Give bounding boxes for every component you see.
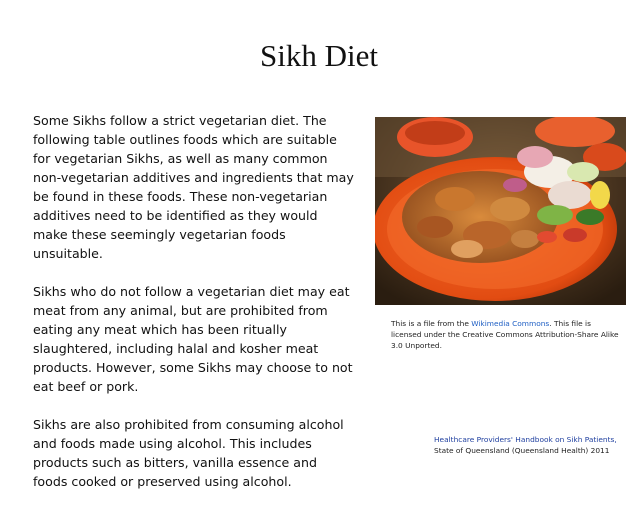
source-citation <box>434 434 634 456</box>
paragraph-meat: Sikhs who do not follow a vegetarian diet may eat meat from any animal, but are prohibited from eating any meat which has been ritually slaughtered, including halal and kosher meat products. However, some Sikhs may choose to not eat beef or pork. <box>33 284 353 394</box>
license-text-after: . This file is licensed under the Creative Commons Attribution-Share Alike 3.0 Unported. <box>391 319 619 350</box>
handbook-link[interactable]: Healthcare Providers' Handbook on Sikh Patients, <box>434 435 617 444</box>
food-plate-photo <box>375 117 626 305</box>
license-note <box>391 318 619 351</box>
wikimedia-commons-link[interactable]: Wikimedia Commons <box>471 319 550 328</box>
paragraph-vegetarian: Some Sikhs follow a strict vegetarian diet. The following table outlines foods which are suitable for vegetarian Sikhs, as well as many common non-vegetarian additives and ingredients that may be found in these foods. These non-vegetarian additives need to be identified as they would make these seemingly vegetarian foods unsuitable. <box>33 113 354 261</box>
license-text-before: This is a file from the <box>391 319 472 328</box>
publisher-text: State of Queensland (Queensland Health) 2011 <box>434 446 610 455</box>
body-text <box>33 111 355 510</box>
paragraph-alcohol: Sikhs are also prohibited from consuming alcohol and foods made using alcohol. This includes products such as bitters, vanilla essence and foods cooked or preserved using alcohol. <box>33 417 344 489</box>
slide-title: Sikh Diet <box>260 38 378 73</box>
